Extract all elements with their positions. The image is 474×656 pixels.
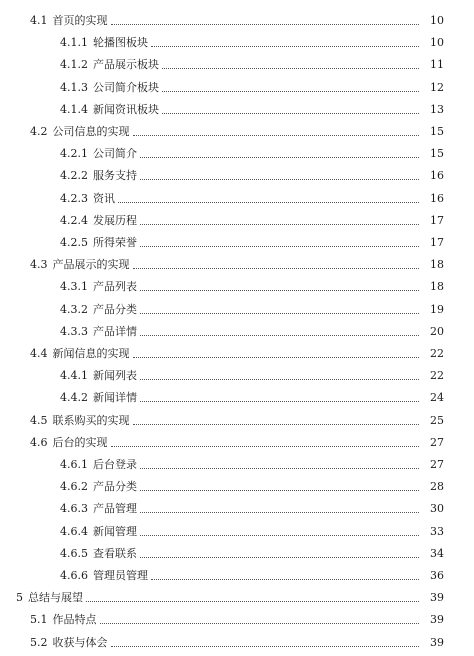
toc-entry[interactable]: [0, 206, 474, 228]
toc-dot-leader: [140, 534, 419, 536]
toc-entry-title: 资讯: [93, 191, 115, 205]
toc-entry[interactable]: [0, 450, 474, 472]
toc-entry-page-number: 30: [430, 502, 444, 516]
toc-entry-number: 4.4.2: [60, 391, 88, 405]
toc-entry-page-number: 17: [430, 213, 444, 227]
toc-dot-leader: [133, 267, 420, 269]
toc-dot-leader: [140, 378, 419, 380]
toc-entry[interactable]: [0, 295, 474, 317]
toc-entry-number: 4.5: [30, 413, 48, 427]
toc-entry-page-number: 27: [430, 458, 444, 471]
toc-entry-number: 4.1: [30, 14, 48, 27]
toc-entry-title: 产品详情: [93, 324, 137, 338]
toc-entry[interactable]: [0, 539, 474, 561]
toc-entry-page-number: 39: [430, 591, 444, 605]
toc-entry-title: 作品特点: [52, 613, 97, 627]
toc-entry-number: 4.2.3: [60, 191, 88, 205]
toc-entry-title: 发展历程: [93, 213, 137, 227]
toc-dot-leader: [111, 23, 420, 25]
toc-entry-number: 4.6.1: [60, 458, 88, 471]
toc-entry-number: 4.2.1: [60, 147, 88, 161]
toc-entry-number: 4.1.3: [60, 80, 88, 94]
toc-entry-number: 4.6.5: [60, 546, 88, 560]
toc-entry-page-number: 15: [430, 125, 444, 138]
toc-entry-number: 4.6.3: [60, 502, 88, 516]
toc-dot-leader: [100, 622, 420, 624]
toc-entry[interactable]: [0, 161, 474, 183]
toc-entry[interactable]: [0, 383, 474, 405]
toc-entry-title: 联系购买的实现: [52, 413, 130, 427]
toc-entry-title: 查看联系: [93, 546, 137, 560]
toc-entry-page-number: 15: [430, 147, 444, 161]
toc-entry[interactable]: [0, 50, 474, 72]
toc-entry-title: 新闻详情: [93, 391, 137, 405]
toc-entry-title: 产品展示的实现: [52, 258, 130, 272]
toc-entry-number: 4.6: [30, 435, 48, 449]
toc-entry[interactable]: [0, 139, 474, 161]
toc-entry-title: 新闻管理: [93, 524, 137, 538]
toc-dot-leader: [140, 556, 419, 558]
toc-entry-title: 产品管理: [93, 502, 137, 516]
toc-entry-title: 产品分类: [93, 480, 137, 494]
toc-entry[interactable]: [0, 472, 474, 494]
toc-entry-page-number: 36: [430, 569, 444, 582]
toc-entry-title: 公司简介板块: [93, 80, 159, 94]
toc-dot-leader: [133, 423, 420, 425]
toc-entry-page-number: 22: [430, 369, 444, 383]
toc-entry-page-number: 10: [430, 14, 444, 27]
toc-entry-page-number: 18: [430, 280, 444, 294]
toc-entry-page-number: 16: [430, 191, 444, 205]
toc-dot-leader: [111, 445, 420, 447]
toc-entry-title: 公司简介: [93, 147, 137, 161]
toc-entry-page-number: 27: [430, 435, 444, 449]
toc-entry-number: 4.6.2: [60, 480, 88, 494]
toc-entry[interactable]: [0, 272, 474, 294]
toc-entry[interactable]: [0, 28, 474, 50]
toc-entry-number: 4.1.4: [60, 102, 88, 116]
toc-entry-number: 5: [16, 591, 23, 605]
toc-entry-number: 5.2: [30, 635, 48, 649]
toc-entry-title: 公司信息的实现: [52, 125, 130, 138]
toc-entry-page-number: 16: [430, 169, 444, 183]
toc-entry-page-number: 20: [430, 324, 444, 338]
toc-entry[interactable]: [0, 494, 474, 516]
toc-entry-number: 4.6.4: [60, 524, 88, 538]
toc-dot-leader: [86, 600, 419, 602]
toc-dot-leader: [140, 334, 419, 336]
toc-dot-leader: [140, 245, 419, 247]
toc-entry[interactable]: [0, 406, 474, 428]
toc-entry-number: 4.3.1: [60, 280, 88, 294]
toc-entry-page-number: 12: [430, 80, 444, 94]
toc-entry-number: 4.6.6: [60, 569, 88, 582]
toc-entry-page-number: 39: [430, 635, 444, 649]
toc-entry[interactable]: [0, 628, 474, 650]
toc-dot-leader: [111, 645, 420, 647]
toc-entry-page-number: 22: [430, 347, 444, 360]
toc-entry-title: 产品展示板块: [93, 58, 159, 72]
toc-entry[interactable]: [0, 517, 474, 539]
toc-entry-page-number: 34: [430, 546, 444, 560]
toc-entry-page-number: 17: [430, 236, 444, 249]
toc-entry-page-number: 24: [430, 391, 444, 405]
toc-dot-leader: [140, 489, 419, 491]
toc-dot-leader: [151, 45, 419, 47]
toc-entry-title: 收获与体会: [52, 635, 108, 649]
toc-entry[interactable]: [0, 117, 474, 139]
toc-dot-leader: [140, 178, 419, 180]
toc-entry-page-number: 33: [430, 524, 444, 538]
toc-entry-title: 新闻列表: [93, 369, 137, 383]
toc-entry-title: 新闻资讯板块: [93, 102, 159, 116]
toc-entry-page-number: 10: [430, 36, 444, 50]
toc-entry[interactable]: [0, 317, 474, 339]
toc-entry-title: 管理员管理: [93, 569, 148, 582]
toc-entry-page-number: 39: [430, 613, 444, 627]
toc-dot-leader: [162, 90, 419, 92]
toc-entry[interactable]: [0, 605, 474, 627]
toc-dot-leader: [133, 134, 420, 136]
toc-dot-leader: [140, 156, 419, 158]
toc-entry[interactable]: [0, 250, 474, 272]
toc-entry-page-number: 25: [430, 413, 444, 427]
toc-entry-number: 4.2.2: [60, 169, 88, 183]
toc-entry-number: 4.3.3: [60, 324, 88, 338]
toc-entry-title: 产品列表: [93, 280, 137, 294]
toc-dot-leader: [118, 201, 419, 203]
toc-entry-title: 产品分类: [93, 302, 137, 316]
toc-entry-title: 服务支持: [93, 169, 137, 183]
toc-entry[interactable]: [0, 228, 474, 250]
toc-entry-title: 首页的实现: [52, 14, 108, 27]
toc-entry-number: 4.2.4: [60, 213, 88, 227]
toc-entry-page-number: 11: [430, 58, 444, 72]
toc-dot-leader: [133, 356, 420, 358]
toc-entry-number: 4.4.1: [60, 369, 88, 383]
toc-dot-leader: [162, 67, 419, 69]
toc-entry[interactable]: [0, 184, 474, 206]
toc-entry[interactable]: [0, 583, 474, 605]
toc-dot-leader: [140, 312, 419, 314]
toc-entry-number: 5.1: [30, 613, 48, 627]
toc-entry[interactable]: [0, 561, 474, 583]
toc-entry-page-number: 19: [430, 302, 444, 316]
toc-entry-title: 总结与展望: [28, 591, 83, 605]
toc-dot-leader: [151, 578, 419, 580]
toc-dot-leader: [140, 467, 419, 469]
toc-dot-leader: [140, 511, 419, 513]
toc-dot-leader: [162, 112, 419, 114]
toc-entry-number: 4.4: [30, 347, 48, 360]
toc-entry[interactable]: [0, 95, 474, 117]
toc-entry-title: 新闻信息的实现: [52, 347, 130, 360]
toc-dot-leader: [140, 223, 419, 225]
toc-entry[interactable]: [0, 73, 474, 95]
toc-entry[interactable]: [0, 428, 474, 450]
toc-entry-page-number: 18: [430, 258, 444, 272]
toc-entry-number: 4.1.1: [60, 36, 88, 50]
toc-entry-title: 后台的实现: [52, 435, 108, 449]
toc-entry-number: 4.3.2: [60, 302, 88, 316]
toc-entry-page-number: 28: [430, 480, 444, 494]
toc-entry-title: 所得荣誉: [93, 236, 137, 249]
toc-entry-title: 后台登录: [93, 458, 137, 471]
toc-entry-number: 4.1.2: [60, 58, 88, 72]
toc-dot-leader: [140, 289, 419, 291]
toc-entry[interactable]: [0, 361, 474, 383]
toc-entry-page-number: 13: [430, 102, 444, 116]
toc-dot-leader: [140, 400, 419, 402]
toc-entry-number: 4.2: [30, 125, 48, 138]
toc-entry-title: 轮播图板块: [93, 36, 148, 50]
toc-entry[interactable]: [0, 339, 474, 361]
toc-entry-number: 4.2.5: [60, 236, 88, 249]
toc-entry[interactable]: [0, 6, 474, 28]
toc-entry-number: 4.3: [30, 258, 48, 272]
